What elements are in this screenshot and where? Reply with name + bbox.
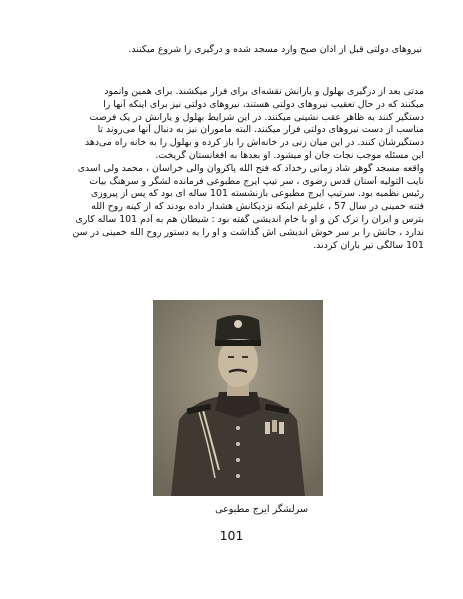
- text-line: نیروهای دولتی قبل از اذان صبح وارد مسجد شده و درگیری را شروع میکنند.: [128, 44, 422, 55]
- text-line: رئیس نظمیه بود. سرتیپ ایرج مطبوعی بازنشسته 101 ساله ای بود که پس از پیروزی: [90, 188, 424, 200]
- text-line: مدتی بعد از درگیری بهلول و یارانش نقشه‌ای برای فرار میکشند. برای همین وانمود: [104, 86, 424, 97]
- paragraph-2: [50, 86, 424, 252]
- officer-portrait-photo: [153, 300, 323, 496]
- text-line: این مسئله موجب نجات جان او میشود. او بعدها به افغانستان گریخت.: [155, 149, 424, 161]
- page-number: 101: [219, 528, 244, 543]
- paragraph-1: [50, 44, 422, 57]
- text-line: دستگیرشان کنند. در این میان زنی در خانه‌اش را باز کرده و بهلول را به خانه راه می‌دهد: [85, 137, 424, 149]
- text-line: دستگیر کنند به ظاهر عقب نشینی میکنند. در این شرایط بهلول و یارانش در یک فرصت: [89, 111, 424, 123]
- text-line: میکنند که در حال تعقیب نیروهای دولتی هستند، نیروهای دولتی نیز برای اینکه آنها را: [103, 98, 424, 110]
- text-line: واقعه مسجد گوهر شاد زمانی رخداد که فتح الله پاکروان والی خراسان ، محمد ولی اسدی: [77, 162, 424, 174]
- text-line: فتنه خمینی در سال 57 ، علیرغم اینکه نزدیکانش هشدار داده بودند که از کینه روح الله: [91, 201, 424, 213]
- portrait-illustration: [153, 300, 323, 496]
- text-line: 101 سالگی تیر باران کردند.: [313, 239, 424, 251]
- text-line: نایب التولیه آستان قدس رضوی ، سر تیپ ایرج مطبوعی فرمانده لشگر و سرهنگ بیات: [89, 175, 424, 187]
- photo-caption: سرلشگر ایرج مطبوعی: [215, 504, 308, 515]
- text-line: ندارد ، جانش را بر سر خوش اندیشی اش گذاشت و او را به دستور روح الله خمینی در سن: [72, 226, 424, 238]
- text-line: بترس و ایران را ترک کن و او با خام اندیشی گفته بود : شیطان هم به آدم 101 ساله کاری: [75, 213, 424, 225]
- text-line: مناسب از دست نیروهای دولتی فرار میکنند. البته ماموران نیز به دنبال آنها می‌روند تا: [97, 124, 424, 136]
